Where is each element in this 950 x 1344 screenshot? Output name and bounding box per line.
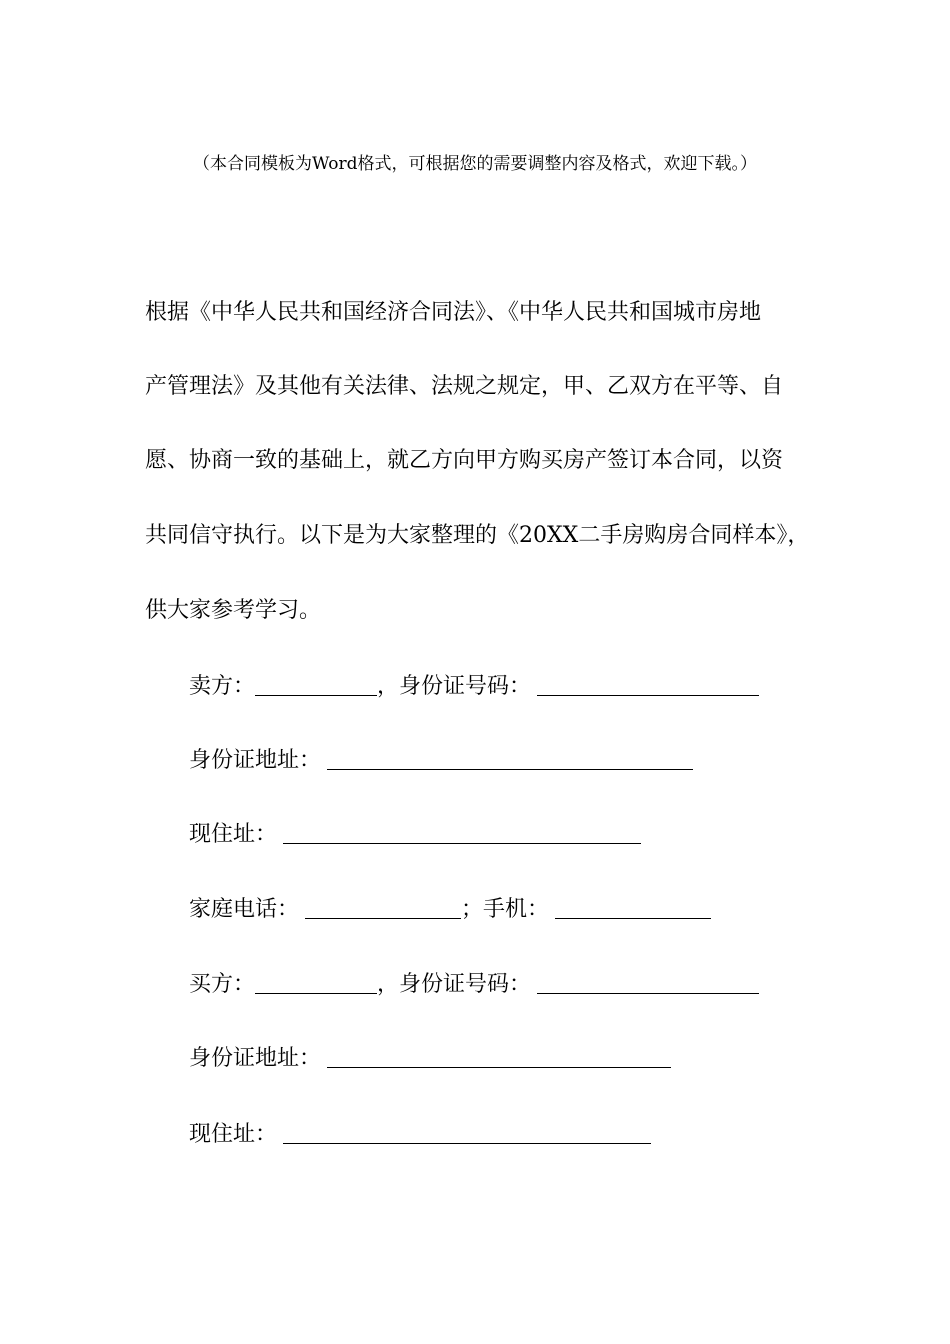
seller-name-label: 卖方： — [189, 674, 256, 699]
buyer-id-address-row — [189, 1044, 671, 1074]
buyer-id-address-label: 身份证地址： — [189, 1046, 322, 1071]
intro-line-1: 根据《中华人民共和国经济合同法》、《中华人民共和国城市房地 — [145, 300, 762, 325]
seller-mobile-label: ；手机： — [461, 897, 550, 922]
seller-name-blank[interactable] — [255, 673, 377, 696]
seller-current-address-row — [189, 820, 641, 850]
intro-line-5: 供大家参考学习。 — [145, 598, 322, 623]
intro-line-2: 产管理法》及其他有关法律、法规之规定，甲、乙双方在平等、自 — [145, 374, 784, 399]
buyer-current-address-blank[interactable] — [283, 1121, 651, 1144]
intro-line-3: 愿、协商一致的基础上，就乙方向甲方购买房产签订本合同，以资 — [145, 448, 784, 473]
seller-current-address-label: 现住址： — [189, 822, 278, 847]
seller-home-phone-blank[interactable] — [305, 896, 461, 919]
intro-line-4: 共同信守执行。以下是为大家整理的《20XX二手房购房合同样本》， — [145, 523, 810, 548]
buyer-id-label: ，身份证号码： — [377, 972, 532, 997]
seller-mobile-blank[interactable] — [555, 896, 711, 919]
buyer-name-label: 买方： — [189, 972, 256, 997]
seller-id-address-blank[interactable] — [327, 747, 693, 770]
buyer-id-address-blank[interactable] — [327, 1045, 671, 1068]
template-note: （本合同模板为Word格式，可根据您的需要调整内容及格式，欢迎下载。） — [192, 154, 758, 174]
buyer-id-blank[interactable] — [537, 971, 759, 994]
buyer-name-blank[interactable] — [255, 971, 377, 994]
seller-id-address-label: 身份证地址： — [189, 748, 322, 773]
buyer-name-row — [189, 970, 759, 1000]
seller-home-phone-label: 家庭电话： — [189, 897, 300, 922]
seller-id-address-row — [189, 746, 693, 776]
seller-current-address-blank[interactable] — [283, 821, 641, 844]
seller-name-row — [189, 672, 759, 702]
seller-id-blank[interactable] — [537, 673, 759, 696]
seller-id-label: ，身份证号码： — [377, 674, 532, 699]
buyer-current-address-label: 现住址： — [189, 1122, 278, 1147]
seller-phone-row — [189, 895, 711, 925]
buyer-current-address-row — [189, 1120, 651, 1150]
